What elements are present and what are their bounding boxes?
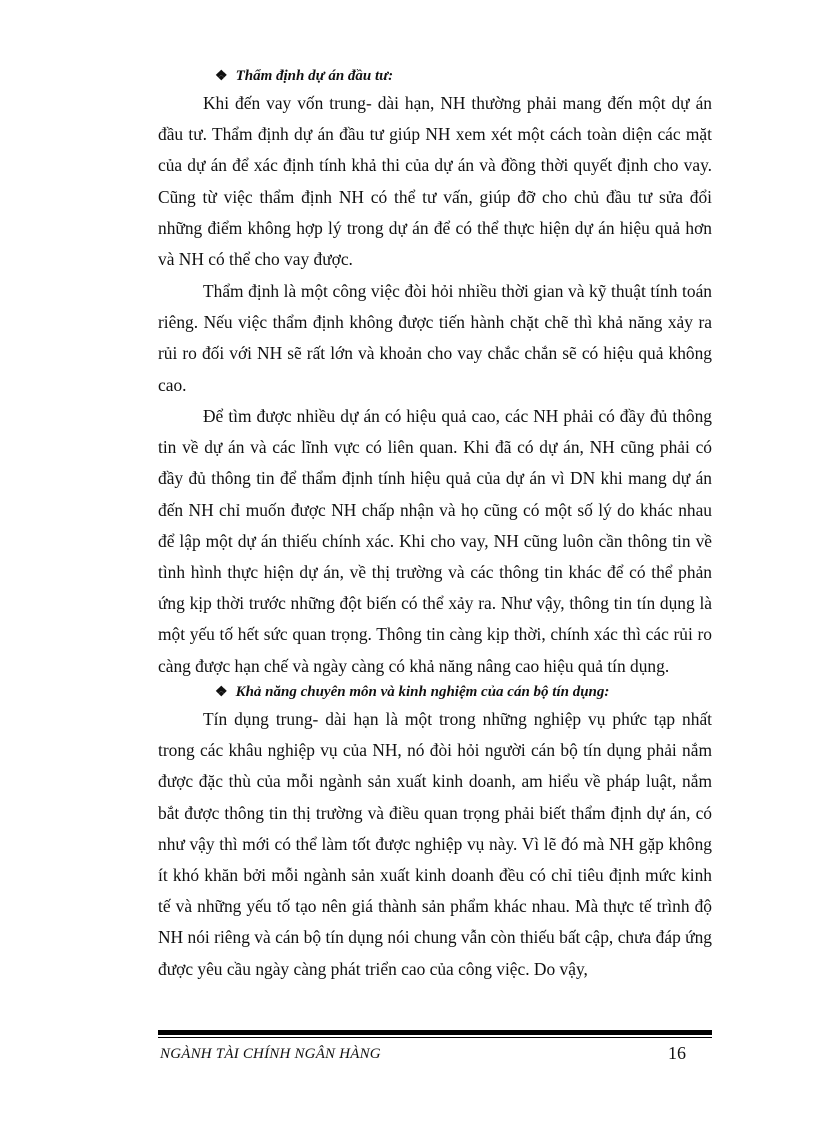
footer-divider: [158, 1030, 712, 1035]
page-number: 16: [668, 1043, 686, 1063]
paragraph: Khi đến vay vốn trung- dài hạn, NH thường phải mang đến một dự án đầu tư. Thẩm định dự án đầu tư giúp NH xem xét một cách toàn diện các mặt của dự án để xác định tính khả thi của dự án và đồng thời quyết định cho vay. Cũng từ việc thẩm định NH có thể tư vấn, giúp đỡ cho chủ đầu tư sửa đổi những điểm không hợp lý trong dự án để có thể thực hiện dự án hiệu quả hơn và NH có thể cho vay được.: [158, 93, 712, 270]
footer-title: NGÀNH TÀI CHÍNH NGÂN HÀNG: [160, 1046, 381, 1062]
section-heading-project-appraisal: [215, 68, 393, 85]
paragraph: Để tìm được nhiều dự án có hiệu quả cao, các NH phải có đầy đủ thông tin về dự án và các lĩnh vực có liên quan. Khi đã có dự án, NH cũng phải có đầy đủ thông tin để thẩm định tính hiệu quả của dự án vì DN khi mang dự án đến NH chỉ muốn được NH chấp nhận và họ cũng có một số lý do khác nhau để lập một dự án thiếu chính xác. Khi cho vay, NH cũng luôn cần thông tin về tình hình thực hiện dự án, về thị trường và các thông tin khác để có thể phản ứng kịp thời trước những đột biến có thể xảy ra. Như vậy, thông tin tín dụng là một yếu tố hết sức quan trọng. Thông tin càng kịp thời, chính xác thì các rủi ro càng được hạn chế và ngày càng có khả năng nâng cao hiệu quả tín dụng.: [158, 406, 712, 676]
heading-text: Thẩm định dự án đầu tư:: [235, 68, 394, 84]
footer-divider-thin: [158, 1037, 712, 1038]
paragraph: Thẩm định là một công việc đòi hỏi nhiều thời gian và kỹ thuật tính toán riêng. Nếu việc thẩm định không được tiến hành chặt chẽ thì khả năng xảy ra rủi ro đối với NH sẽ rất lớn và khoản cho vay chắc chắn sẽ có hiệu quả không cao.: [158, 281, 712, 395]
paragraph: Tín dụng trung- dài hạn là một trong những nghiệp vụ phức tạp nhất trong các khâu nghiệp vụ của NH, nó đòi hỏi người cán bộ tín dụng phải nắm được đặc thù của mỗi ngành sản xuất kinh doanh, am hiểu về pháp luật, nắm bắt được thông tin thị trường và điều quan trọng phải biết thẩm định dự án, có như vậy thì mới có thể làm tốt được nghiệp vụ này. Vì lẽ đó mà NH gặp không ít khó khăn bởi mỗi ngành sản xuất kinh doanh đều có chỉ tiêu định mức kinh tế và những yếu tố tạo nên giá thành sản phẩm khác nhau. Mà thực tế trình độ NH nói riêng và cán bộ tín dụng nói chung vẫn còn thiếu bất cập, chưa đáp ứng được yêu cầu ngày càng phát triển cao của công việc. Do vậy,: [158, 709, 712, 979]
section-heading-staff-expertise: [215, 684, 609, 701]
diamond-bullet-icon: ❖: [215, 685, 228, 700]
heading-text: Khả năng chuyên môn và kinh nghiệm của cán bộ tín dụng:: [235, 684, 610, 700]
diamond-bullet-icon: ❖: [215, 69, 228, 84]
